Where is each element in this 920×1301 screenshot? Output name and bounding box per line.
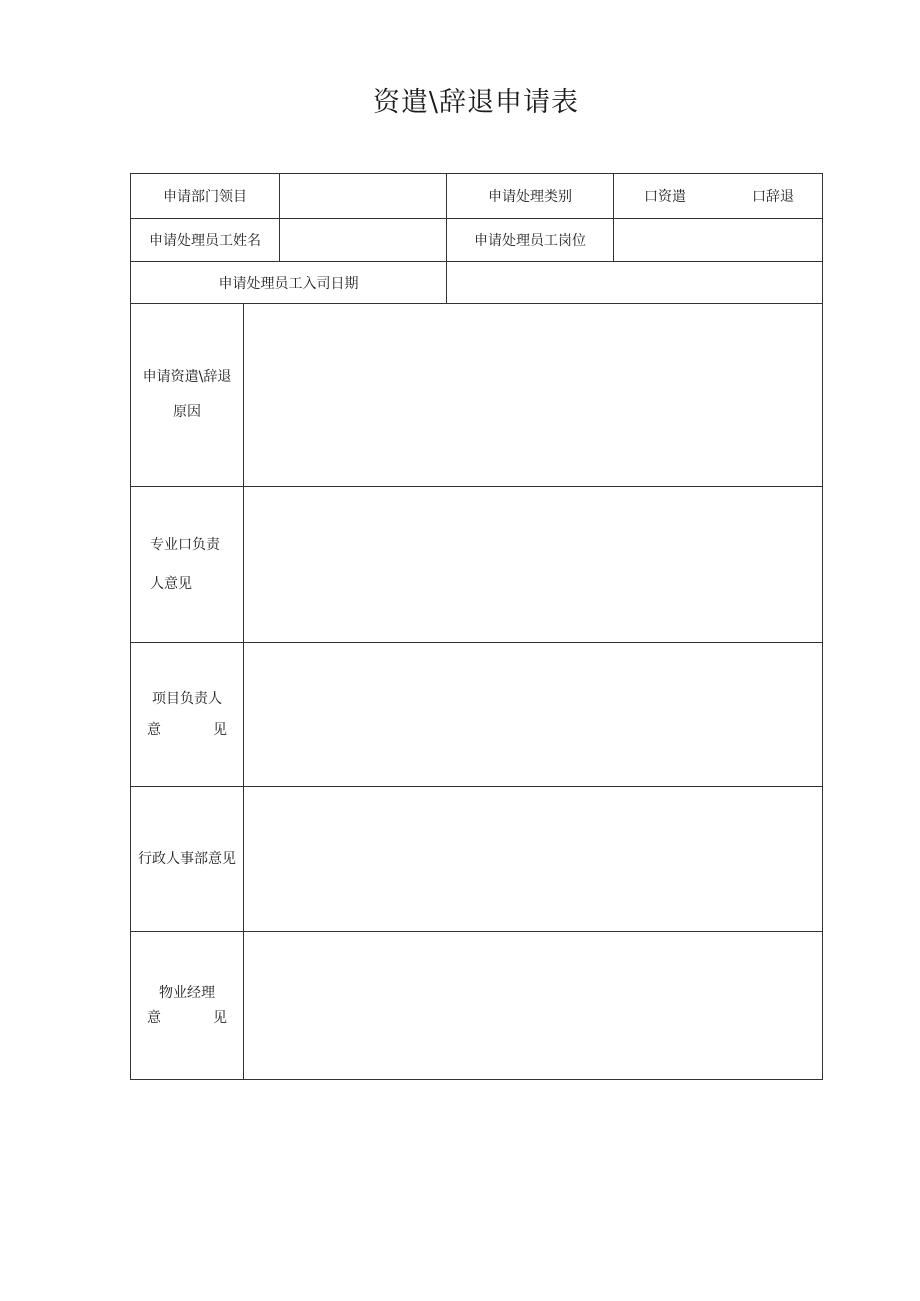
category-label: 申请处理类别 [446,173,614,219]
hire-date-label: 申请处理员工入司日期 [130,261,447,304]
employee-position-field[interactable] [613,218,823,262]
project-lead-opinion-field[interactable] [243,642,823,787]
reason-label-line1: 申请资遣\辞退 [142,369,232,386]
page-title: 资遣\辞退申请表 [372,87,580,118]
professional-lead-label-line1: 专业口负责 [150,536,220,553]
professional-lead-opinion-label [130,486,244,643]
category-options [613,173,823,219]
property-manager-opinion-label [130,931,244,1080]
property-manager-label-char1: 意 [147,1009,161,1026]
hr-admin-opinion-field[interactable] [243,786,823,932]
reason-field[interactable] [243,303,823,487]
project-lead-label-line2 [147,722,227,739]
option-dismissal[interactable]: 口辞退 [752,189,794,205]
property-manager-label-line2 [147,1010,227,1027]
professional-lead-label-line2: 人意见 [150,575,192,592]
reason-label [130,303,244,487]
employee-position-label: 申请处理员工岗位 [446,218,614,262]
property-manager-opinion-field[interactable] [243,931,823,1080]
hr-admin-label-line1: 行政人事部意见 [138,850,236,867]
project-lead-label-line1: 项目负责人 [152,690,222,707]
dept-field[interactable] [279,173,447,219]
employee-name-label: 申请处理员工姓名 [130,218,280,262]
hire-date-field[interactable] [446,261,823,304]
property-manager-label-line1: 物业经理 [159,984,215,1001]
property-manager-label-char2: 见 [213,1009,227,1026]
dept-label: 申请部门领目 [130,173,280,219]
employee-name-field[interactable] [279,218,447,262]
professional-lead-opinion-field[interactable] [243,486,823,643]
project-lead-opinion-label [130,642,244,787]
project-lead-label-char2: 见 [213,721,227,738]
option-dismissal-severance[interactable]: 口资遣 [644,189,686,205]
reason-label-line2: 原因 [173,404,201,420]
project-lead-label-char1: 意 [147,721,161,738]
hr-admin-opinion-label [130,786,244,932]
